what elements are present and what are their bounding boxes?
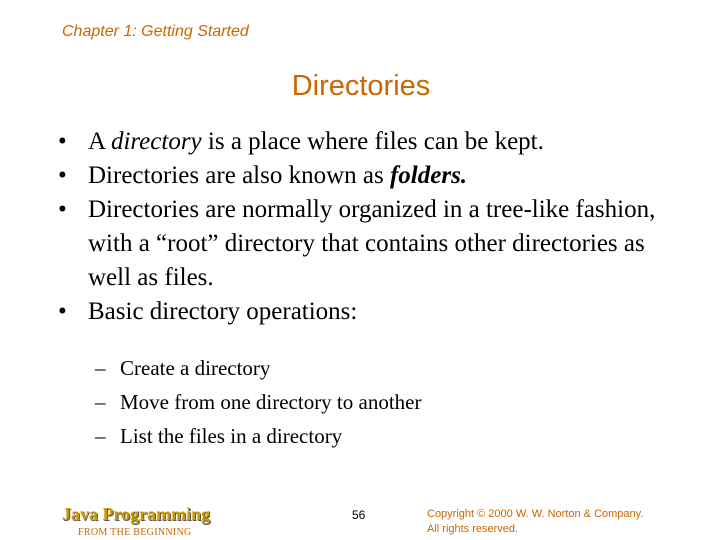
bullet-list (58, 125, 688, 329)
footer-logo-title: Java Programming (62, 504, 211, 524)
bullet-symbol: • (58, 298, 67, 325)
sub-bullet-symbol: – (95, 424, 106, 448)
bullet-item-2 (58, 159, 688, 193)
copyright-line: Copyright © 2000 W. W. Norton & Company. (427, 508, 644, 520)
footer-logo-subtitle: FROM THE BEGINNING (78, 527, 192, 538)
sub-bullet-text: Move from one directory to another (120, 390, 422, 414)
sub-bullet-symbol: – (95, 356, 106, 380)
copyright-notice (427, 507, 643, 537)
bullet-symbol: • (58, 128, 67, 155)
rights-line: All rights reserved. (427, 523, 519, 535)
sub-bullet-text: List the files in a directory (120, 424, 343, 448)
slide-title: Directories (291, 70, 431, 102)
sub-bullet-item-2 (95, 385, 422, 419)
bullet-symbol: • (58, 162, 67, 189)
bullet-item-1 (58, 125, 688, 159)
bullet-item-3 (58, 193, 688, 295)
bullet-emphasis (390, 162, 467, 189)
bullet-text: Basic directory operations: (88, 298, 358, 325)
chapter-header: Chapter 1: Getting Started (62, 23, 249, 40)
bullet-item-4 (58, 295, 688, 329)
page-number: 56 (352, 508, 366, 522)
bullet-text: A (88, 128, 111, 155)
bullet-text: Directories are also known as (88, 162, 390, 189)
sub-bullet-item-3 (95, 419, 422, 453)
bullet-text: is a place where files can be kept. (201, 128, 544, 155)
sub-bullet-item-1 (95, 351, 422, 385)
bullet-emphasis: directory (110, 128, 202, 155)
bullet-emphasis-italic: folders. (389, 162, 468, 189)
sub-bullet-text: Create a directory (120, 356, 271, 380)
sub-bullet-symbol: – (95, 390, 106, 414)
bullet-text: Directories are normally organized in a tree-like fashion, with a “root” directory that contains other directories as well as files. (88, 196, 656, 291)
sub-bullet-list (95, 351, 422, 453)
bullet-symbol: • (58, 196, 67, 223)
